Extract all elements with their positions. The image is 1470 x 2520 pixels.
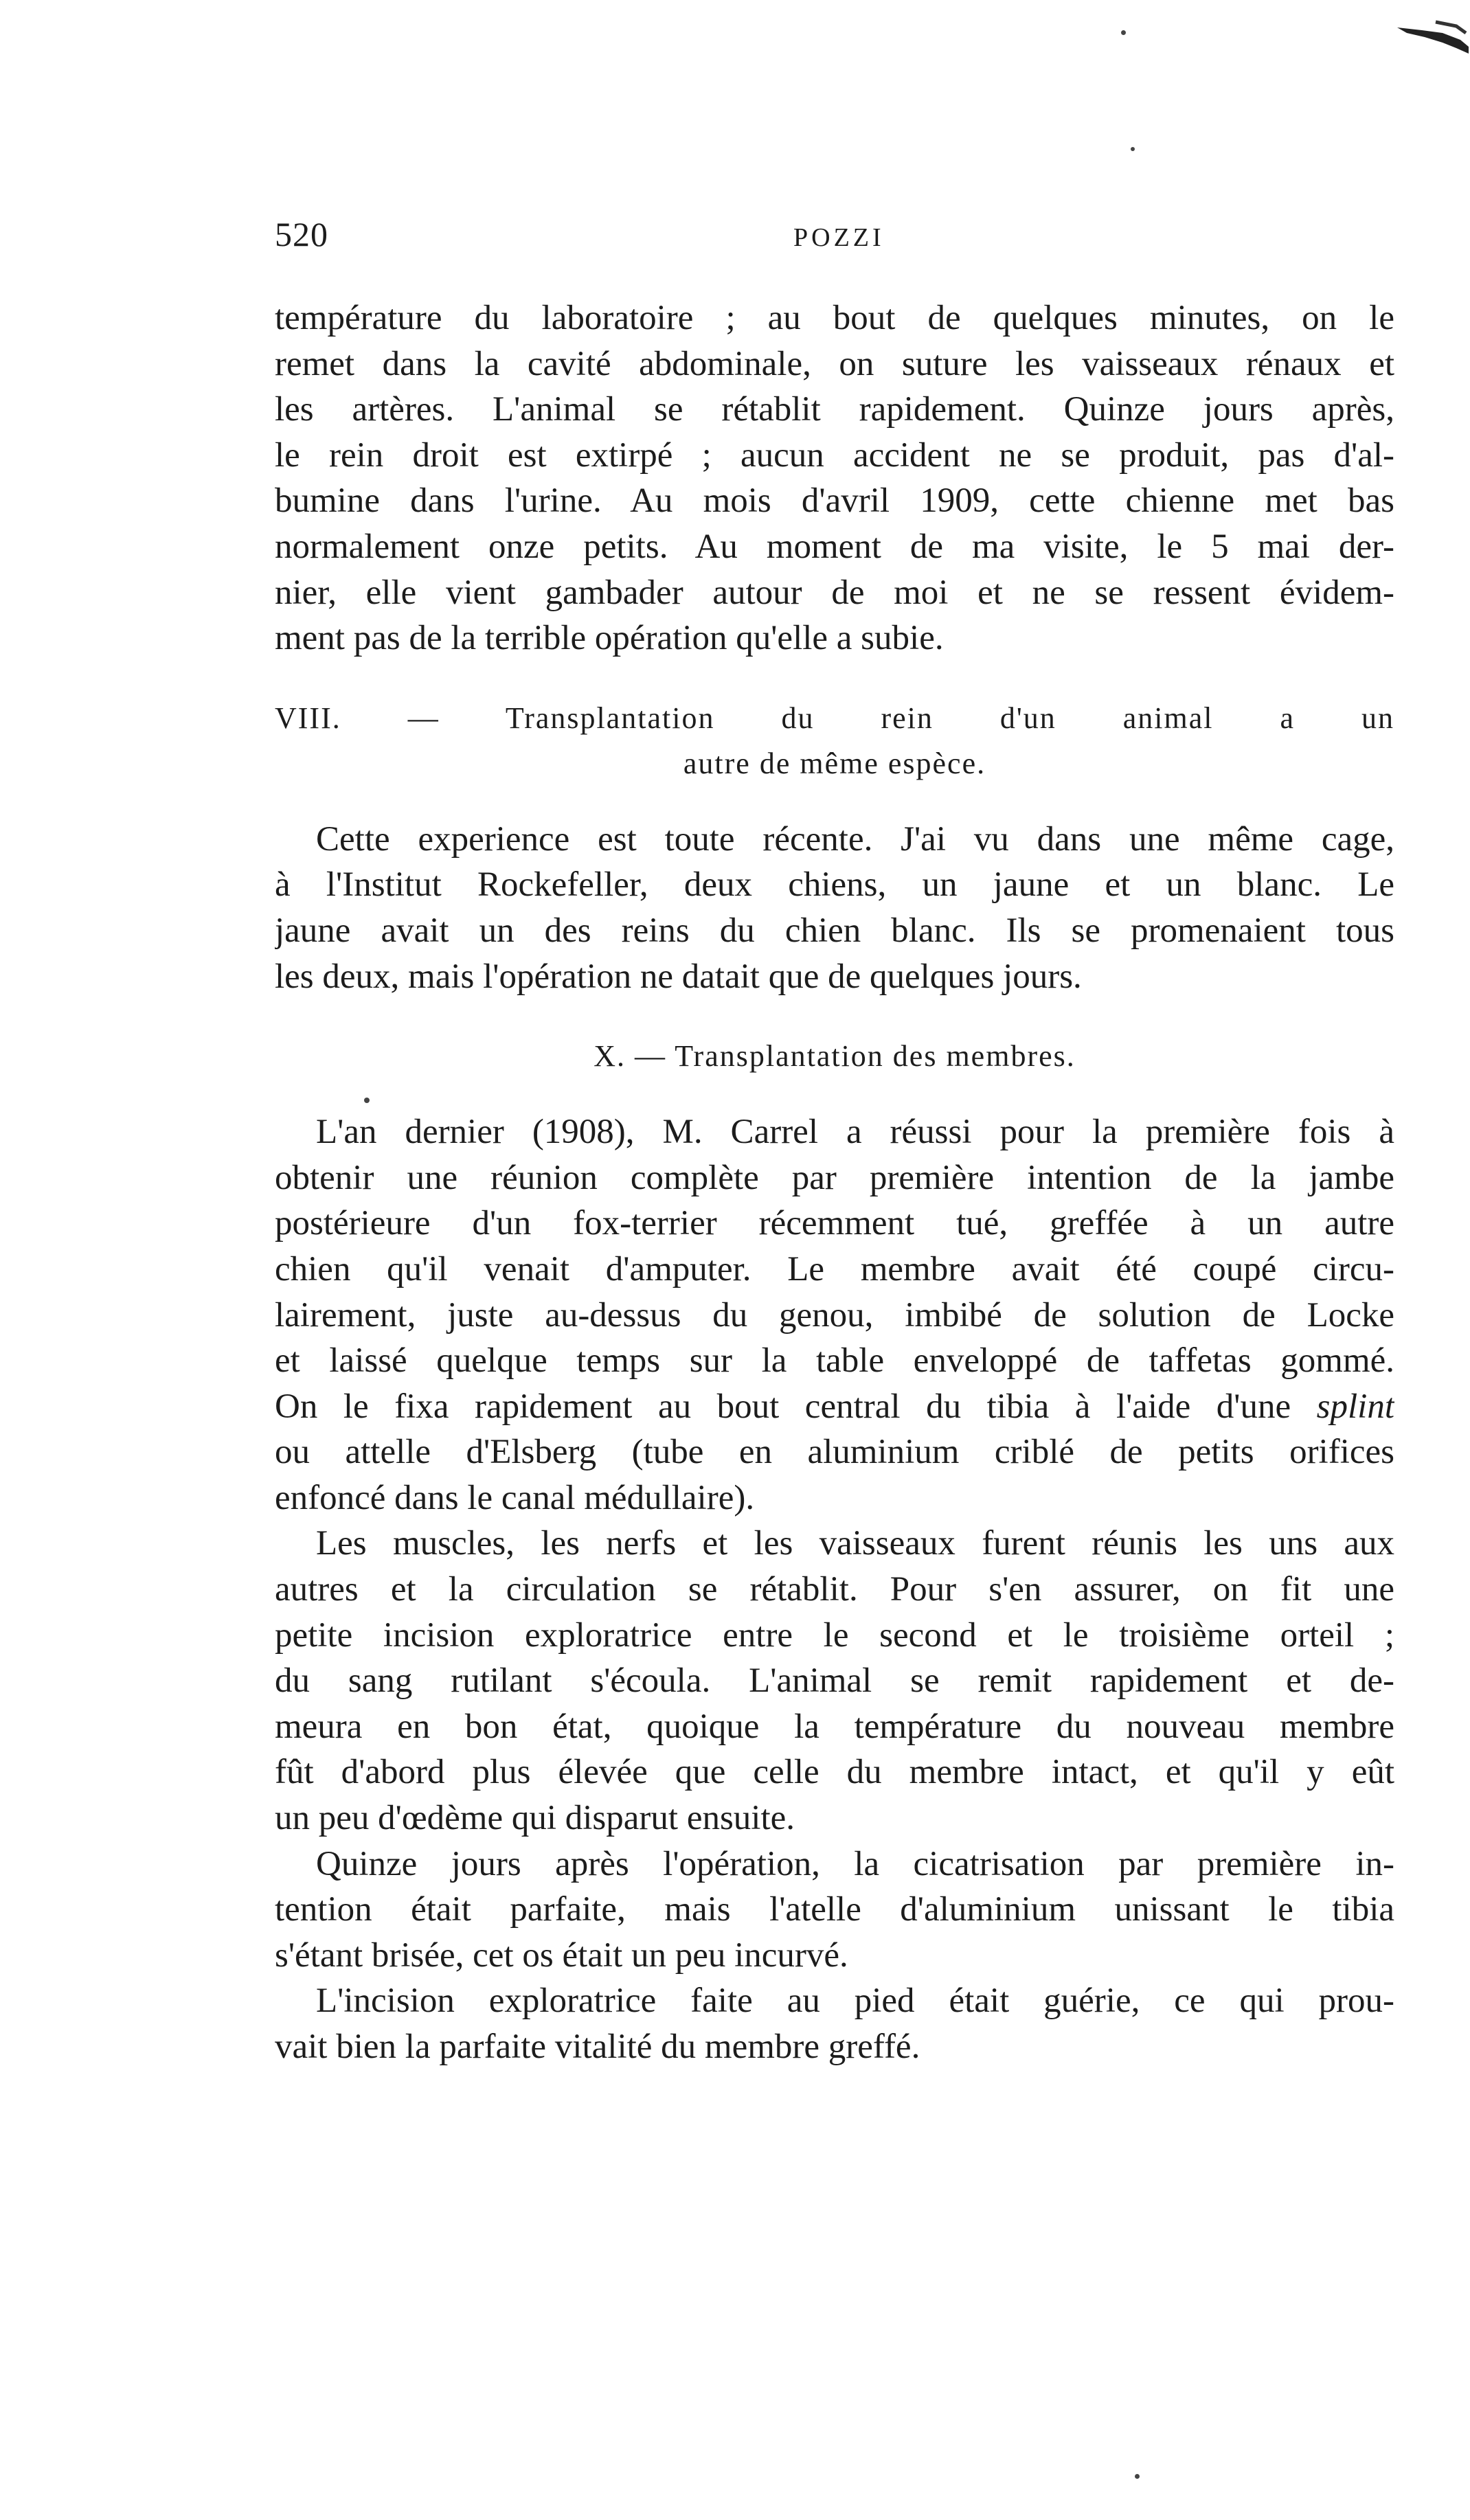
paragraph (275, 1109, 1394, 1521)
text-line: les deux, mais l'opération ne datait que de quelques jours. (275, 957, 1082, 996)
text-line: ou attelle d'Elsberg (tube en aluminium criblé de petits orifices (275, 1433, 1394, 1472)
text-line: fût d'abord plus élevée que celle du membre intact, et qu'il y eût (275, 1753, 1394, 1792)
paragraph (275, 817, 1394, 999)
section-heading-line: VIII. — Transplantation du rein d'un animal a un (275, 701, 1394, 735)
scan-speck (1135, 2474, 1140, 2479)
paragraph (275, 1978, 1394, 2069)
text-line: température du laboratoire ; au bout de quelques minutes, on le (275, 299, 1394, 337)
text-line: ment pas de la terrible opération qu'elle a subie. (275, 619, 944, 658)
section-heading-viii (275, 696, 1394, 786)
italic-word: splint (1316, 1387, 1394, 1426)
text-line: vait bien la parfaite vitalité du membre greffé. (275, 2028, 920, 2066)
text-line: tention était parfaite, mais l'atelle d'aluminium unissant le tibia (275, 1890, 1394, 1929)
text-line: remet dans la cavité abdominale, on suture les vaisseaux rénaux et (275, 344, 1394, 383)
text-line: et laissé quelque temps sur la table enveloppé de taffetas gommé. (275, 1341, 1394, 1381)
text-line: du sang rutilant s'écoula. L'animal se remit rapidement et de- (275, 1661, 1394, 1701)
section-heading-line: autre de même espèce. (683, 746, 986, 780)
text-segment: On le fixa rapidement au bout central du tibia à l'aide d'une (275, 1387, 1317, 1426)
text-line: obtenir une réunion complète par première intention de la jambe (275, 1158, 1394, 1197)
text-line: à l'Institut Rockefeller, deux chiens, un jaune et un blanc. Le (275, 865, 1394, 905)
scan-speck (1121, 30, 1126, 35)
text-line: jaune avait un des reins du chien blanc. Ils se promenaient tous (275, 911, 1394, 950)
text-line: nier, elle vient gambader autour de moi et ne se ressent évidem- (275, 573, 1394, 612)
text-line: le rein droit est extirpé ; aucun accident ne se produit, pas d'al- (275, 435, 1394, 475)
page-header (275, 214, 1394, 269)
paragraph (275, 1521, 1394, 1841)
scan-corner-mark (1394, 12, 1470, 54)
text-line: chien qu'il venait d'amputer. Le membre avait été coupé circu- (275, 1249, 1394, 1289)
text-line: Cette experience est toute récente. J'ai vu dans une même cage, (316, 819, 1394, 859)
text-line: L'incision exploratrice faite au pied était guérie, ce qui prou- (316, 1982, 1394, 2021)
text-line: autres et la circulation se rétablit. Pour s'en assurer, on fit une (275, 1570, 1394, 1609)
text-line-with-italic (275, 1384, 1394, 1430)
text-line: postérieure d'un fox-terrier récemment tué, greffée à un autre (275, 1204, 1394, 1243)
section-heading-x: X. — Transplantation des membres. (593, 1039, 1076, 1074)
text-line: lairement, juste au-dessus du genou, imbibé de solution de Locke (275, 1295, 1394, 1335)
text-line: enfoncé dans le canal médullaire). (275, 1478, 755, 1517)
text-line: petite incision exploratrice entre le second et le troisième orteil ; (275, 1615, 1394, 1655)
scan-speck (1131, 147, 1135, 151)
paragraph (275, 295, 1394, 661)
page-number: 520 (275, 215, 328, 253)
paragraph (275, 1841, 1394, 1979)
text-line: un peu d'œdème qui disparut ensuite. (275, 1799, 795, 1838)
text-line: les artères. L'animal se rétablit rapidement. Quinze jours après, (275, 390, 1394, 429)
text-line: normalement onze petits. Au moment de ma visite, le 5 mai der- (275, 527, 1394, 566)
text-line: meura en bon état, quoique la température du nouveau membre (275, 1707, 1394, 1746)
text-line: s'étant brisée, cet os était un peu incurvé. (275, 1936, 848, 1975)
running-head: POZZI (793, 223, 885, 252)
body-text (275, 295, 1394, 2070)
text-line: Quinze jours après l'opération, la cicatrisation par première in- (316, 1844, 1394, 1883)
text-line: L'an dernier (1908), M. Carrel a réussi pour la première fois à (316, 1113, 1394, 1152)
text-line: Les muscles, les nerfs et les vaisseaux furent réunis les uns aux (316, 1524, 1394, 1563)
text-line: bumine dans l'urine. Au mois d'avril 1909, cette chienne met bas (275, 481, 1394, 521)
